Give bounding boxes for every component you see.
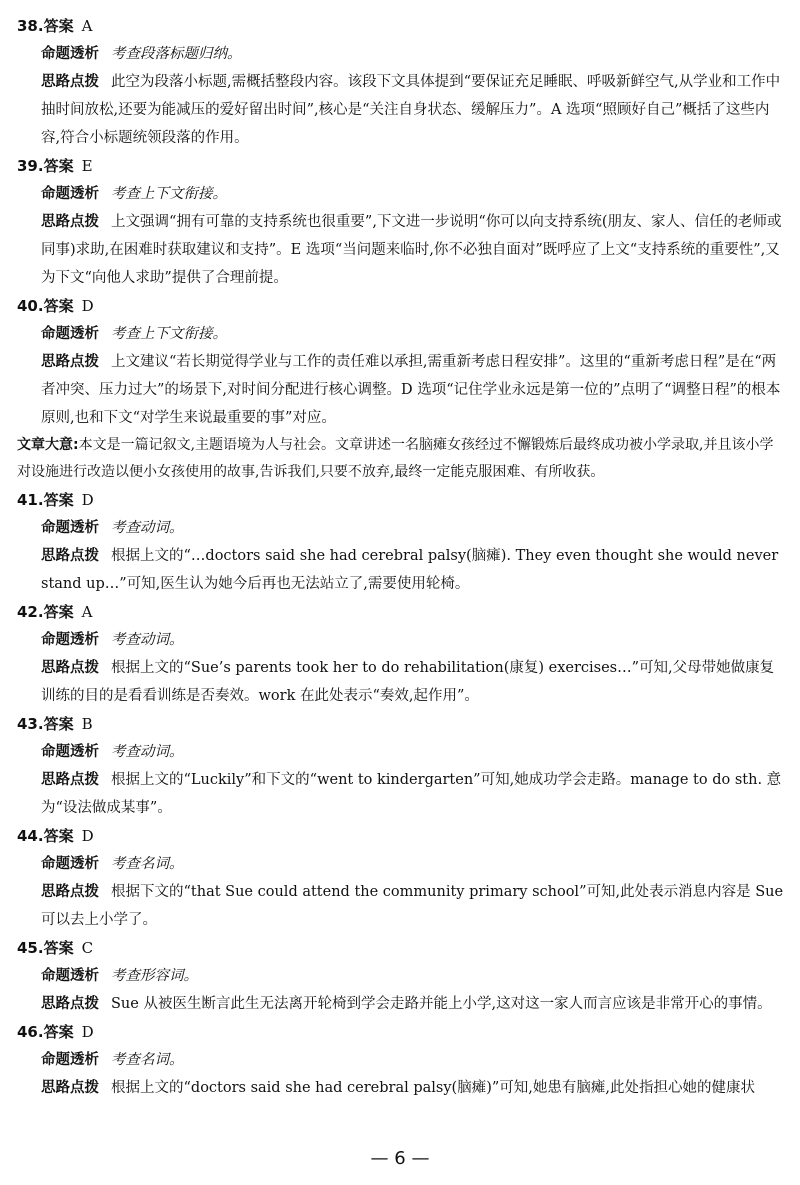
analysis-label: 命题透析 <box>41 856 99 872</box>
answer-value: C <box>81 939 94 957</box>
tips-text: 根据上文的“Sue’s parents took her to do rehabilitation(康复) exercises…”可知,父母带她做康复训练的目的是看看训练是否奏效。work 在此处表示“奏效,起作用”。 <box>41 660 775 704</box>
answer-label: 答案 <box>43 715 74 733</box>
tips-label: 思路点拨 <box>41 884 99 900</box>
question-item-38 <box>17 12 787 152</box>
tips-label: 思路点拨 <box>41 214 99 230</box>
tips-text: 上文强调“拥有可靠的支持系统也很重要”,下文进一步说明“你可以向支持系统(朋友、家人、信任的老师或同事)求助,在困难时获取建议和支持”。E 选项“当问题来临时,你不必独自面对”既呼应了上文“支持系统的重要性”,又为下文“向他人求助”提供了合理前提。 <box>41 214 782 286</box>
question-item-44 <box>17 822 787 934</box>
question-item-45 <box>17 934 787 1018</box>
tips-text: 根据上文的“…doctors said she had cerebral palsy(脑瘫). They even thought she would never stand up…”可知,医生认为她今后再也无法站立了,需要使用轮椅。 <box>41 548 779 592</box>
analysis-label: 命题透析 <box>41 520 99 536</box>
answer-value: D <box>81 1023 94 1041</box>
question-number: 39. <box>17 157 44 175</box>
answer-value: D <box>81 827 94 845</box>
answer-label: 答案 <box>43 491 74 509</box>
tips-text: 根据上文的“Luckily”和下文的“went to kindergarten”可知,她成功学会走路。manage to do sth. 意为“设法做成某事”。 <box>41 772 782 816</box>
question-number: 44. <box>17 827 44 845</box>
analysis-label: 命题透析 <box>41 632 99 648</box>
question-number: 42. <box>17 603 44 621</box>
answer-value: D <box>81 297 94 315</box>
answer-label: 答案 <box>43 157 74 175</box>
analysis-label: 命题透析 <box>41 186 99 202</box>
page-number: — 6 — <box>370 1148 430 1169</box>
analysis-label: 命题透析 <box>41 326 99 342</box>
question-item-40 <box>17 292 787 432</box>
question-number: 45. <box>17 939 44 957</box>
answer-value: A <box>81 17 93 35</box>
tips-label: 思路点拨 <box>41 772 99 788</box>
question-number: 41. <box>17 491 44 509</box>
tips-label: 思路点拨 <box>41 74 99 90</box>
question-item-42 <box>17 598 787 710</box>
analysis-text: 考查动词。 <box>111 744 184 760</box>
question-item-43 <box>17 710 787 822</box>
tips-text: 此空为段落小标题,需概括整段内容。该段下文具体提到“要保证充足睡眠、呼吸新鲜空气,从学业和工作中抽时间放松,还要为能减压的爱好留出时间”,核心是“关注自身状态、缓解压力”。A 选项“照顾好自己”概括了这些内容,符合小标题统领段落的作用。 <box>41 74 781 146</box>
answer-label: 答案 <box>43 17 74 35</box>
question-number: 38. <box>17 17 44 35</box>
answer-value: E <box>81 157 93 175</box>
analysis-text: 考查名词。 <box>111 856 184 872</box>
analysis-label: 命题透析 <box>41 968 99 984</box>
answer-label: 答案 <box>43 603 74 621</box>
document-body <box>17 12 787 1102</box>
tips-label: 思路点拨 <box>41 660 99 676</box>
analysis-text: 考查段落标题归纳。 <box>111 46 242 62</box>
tips-label: 思路点拨 <box>41 354 99 370</box>
tips-text: 根据上文的“doctors said she had cerebral palsy(脑瘫)”可知,她患有脑瘫,此处指担心她的健康状 <box>111 1080 756 1096</box>
analysis-text: 考查形容词。 <box>111 968 198 984</box>
article-summary <box>17 432 787 486</box>
tips-label: 思路点拨 <box>41 548 99 564</box>
answer-value: D <box>81 491 94 509</box>
analysis-text: 考查动词。 <box>111 520 184 536</box>
tips-label: 思路点拨 <box>41 1080 99 1096</box>
analysis-text: 考查名词。 <box>111 1052 184 1068</box>
analysis-label: 命题透析 <box>41 46 99 62</box>
summary-text: 本文是一篇记叙文,主题语境为人与社会。文章讲述一名脑瘫女孩经过不懈锻炼后最终成功被小学录取,并且该小学对设施进行改造以便小女孩使用的故事,告诉我们,只要不放弃,最终一定能克服困难、有所收获。 <box>17 437 774 480</box>
analysis-text: 考查上下文衔接。 <box>111 326 227 342</box>
analysis-text: 考查动词。 <box>111 632 184 648</box>
tips-label: 思路点拨 <box>41 996 99 1012</box>
answer-label: 答案 <box>43 827 74 845</box>
analysis-label: 命题透析 <box>41 1052 99 1068</box>
analysis-text: 考查上下文衔接。 <box>111 186 227 202</box>
answer-label: 答案 <box>43 1023 74 1041</box>
question-number: 46. <box>17 1023 44 1041</box>
question-item-39 <box>17 152 787 292</box>
tips-text: 上文建议“若长期觉得学业与工作的责任难以承担,需重新考虑日程安排”。这里的“重新考虑日程”是在“两者冲突、压力过大”的场景下,对时间分配进行核心调整。D 选项“记住学业永远是第一位的”点明了“调整日程”的根本原则,也和下文“对学生来说最重要的事”对应。 <box>41 354 781 426</box>
question-item-46 <box>17 1018 787 1102</box>
answer-label: 答案 <box>43 297 74 315</box>
tips-text: Sue 从被医生断言此生无法离开轮椅到学会走路并能上小学,这对这一家人而言应该是非常开心的事情。 <box>111 996 772 1012</box>
answer-value: B <box>81 715 93 733</box>
question-item-41 <box>17 486 787 598</box>
answer-label: 答案 <box>43 939 74 957</box>
question-number: 40. <box>17 297 44 315</box>
summary-label: 文章大意: <box>17 437 79 453</box>
question-number: 43. <box>17 715 44 733</box>
answer-value: A <box>81 603 93 621</box>
analysis-label: 命题透析 <box>41 744 99 760</box>
tips-text: 根据下文的“that Sue could attend the community primary school”可知,此处表示消息内容是 Sue 可以去上小学了。 <box>41 884 784 928</box>
